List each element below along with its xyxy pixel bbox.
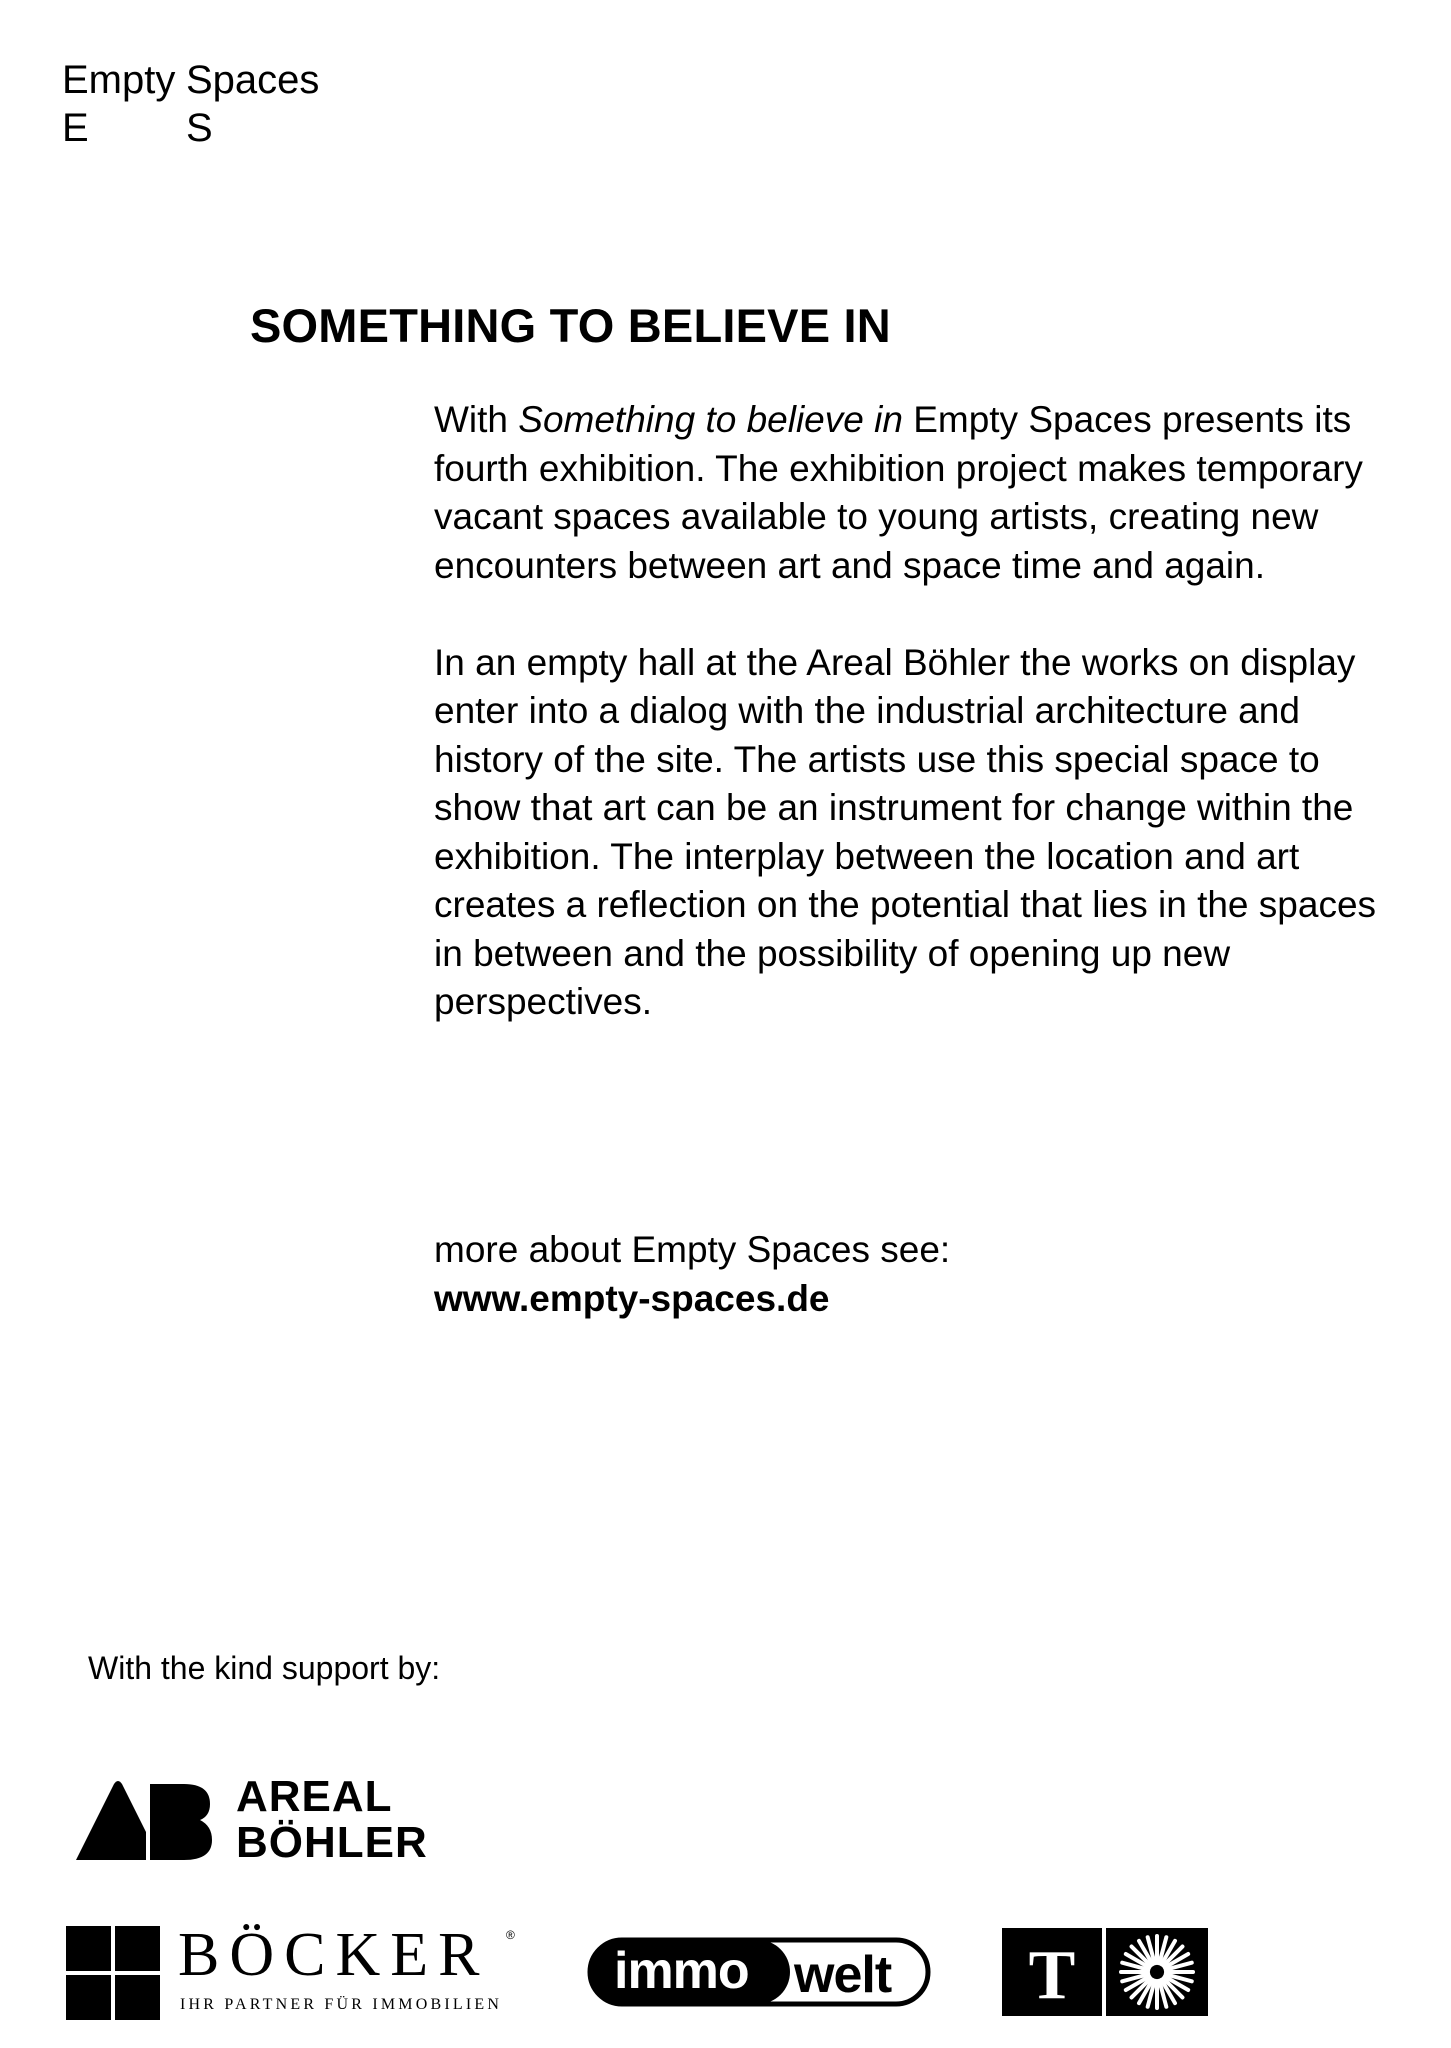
logo-word-spaces: Spaces [186,58,320,102]
boecker-grid-icon [66,1926,160,2020]
t-sponsor-logo [1002,1928,1208,2016]
immowelt-immo: immo [614,1942,749,2000]
immowelt-welt: welt [794,1946,892,2004]
areal-boehler-logo [72,1772,442,1868]
location-paragraph: In an empty hall at the Areal Böhler the works on display enter into a dialog with the industrial architecture and history of the site. The artists use this special space to show that art can be an instrument for change within the exhibition. The interplay between the location and art creates a reflection on the potential that lies in the spaces in between and the possibility of opening up new perspectives. [434,641,1377,1022]
website-link[interactable]: www.empty-spaces.de [434,1277,830,1319]
svg-text:T: T [1028,1937,1076,2014]
intro-italic-title: Something to believe in [518,399,903,440]
support-label: With the kind support by: [88,1650,441,1686]
areal-ab-mark-icon [72,1778,212,1862]
intro-paragraph [434,396,1414,590]
boecker-name: BÖCKER [178,1921,490,1989]
areal-line: AREAL [236,1772,393,1821]
more-info-label: more about Empty Spaces see: [434,1229,951,1270]
intro-lead: With [434,399,519,440]
logo-letter-e: E [62,106,89,150]
t-logo-icon [1002,1928,1208,2016]
page-title: SOMETHING TO BELIEVE IN [250,299,891,352]
boecker-logo [66,1921,526,2026]
logo-letter-s: S [186,106,213,150]
empty-spaces-logo [62,56,382,156]
intro-rest: Empty Spaces presents its fourth exhibition. The exhibition project makes temporary vacant spaces available to young artists, creating new encounters between art and space time and again. [434,399,1363,586]
boehler-line: BÖHLER [236,1818,428,1867]
boecker-tagline: IHR PARTNER FÜR IMMOBILIEN [180,1996,503,2013]
areal-boehler-wordmark [236,1774,428,1866]
exhibition-description [434,396,1414,1027]
registered-mark: ® [506,1928,515,1942]
immowelt-logo [586,1932,936,2012]
logo-word-empty: Empty [62,58,176,102]
more-info [434,1226,950,1323]
